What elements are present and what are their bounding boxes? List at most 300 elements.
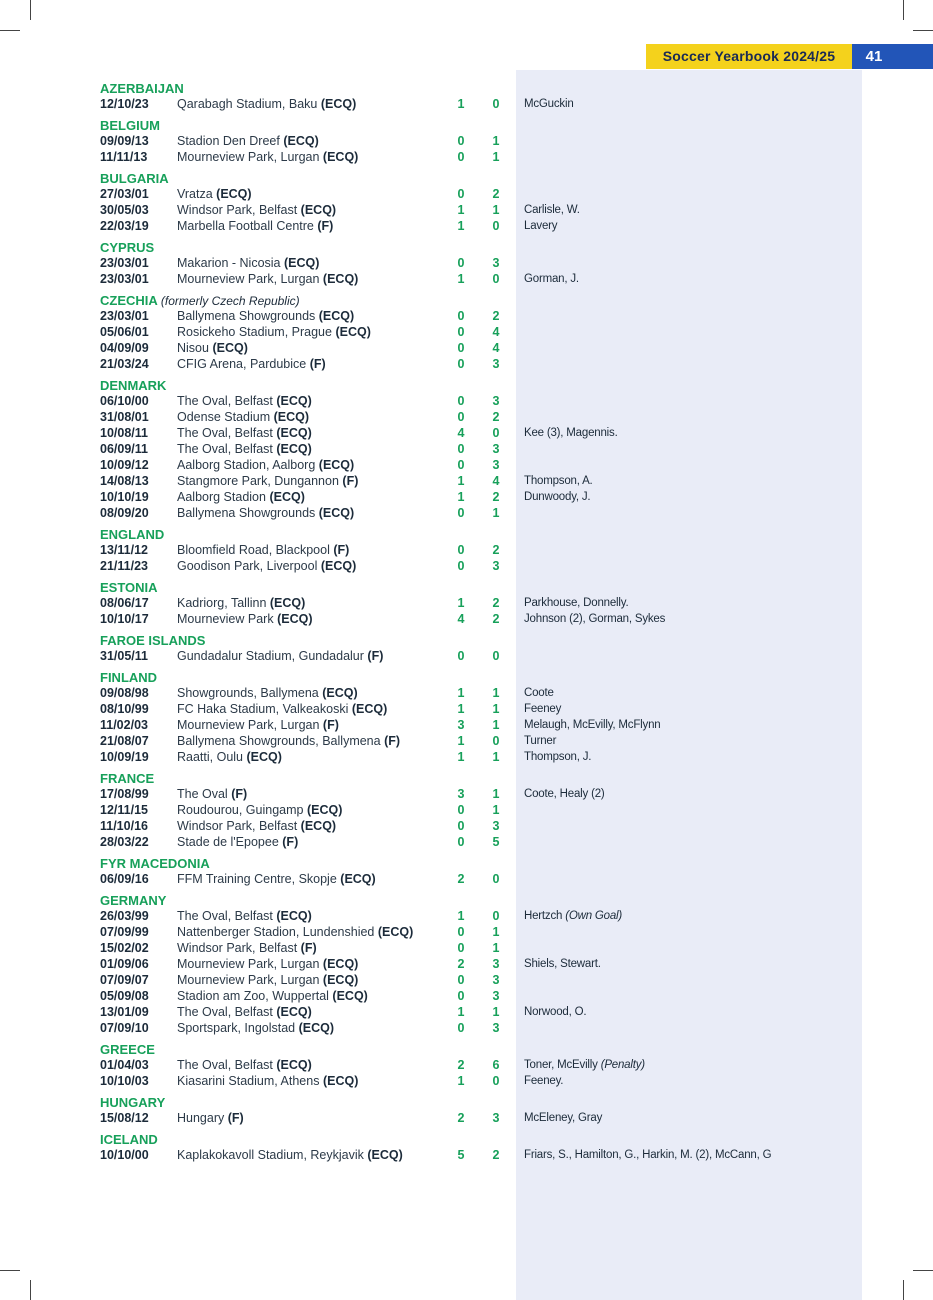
match-date: 22/03/19	[100, 219, 149, 233]
match-date: 31/05/11	[100, 649, 148, 663]
match-venue-cell	[177, 1057, 312, 1073]
goal-scorers-cell	[524, 202, 580, 218]
match-venue-cell	[177, 924, 413, 940]
away-score: 0	[492, 272, 500, 286]
away-score: 2	[492, 490, 500, 504]
match-venue: FFM Training Centre, Skopje	[177, 872, 337, 886]
country-heading	[100, 1133, 860, 1147]
away-score: 0	[492, 734, 500, 748]
country-heading	[100, 528, 860, 542]
away-score: 1	[492, 718, 500, 732]
match-venue: The Oval, Belfast	[177, 1058, 273, 1072]
match-type: (ECQ)	[276, 909, 312, 923]
home-score: 1	[457, 219, 465, 233]
home-score: 0	[457, 410, 465, 424]
match-row	[100, 218, 860, 234]
match-type: (F)	[322, 718, 339, 732]
away-score: 2	[492, 309, 500, 323]
match-type: (ECQ)	[276, 1058, 312, 1072]
country-heading	[100, 772, 860, 786]
home-score: 1	[457, 702, 465, 716]
match-type: (F)	[282, 835, 299, 849]
match-type: (ECQ)	[216, 187, 252, 201]
country-block	[100, 119, 860, 165]
goal-scorers: Norwood, O.	[524, 1006, 587, 1018]
home-score: 1	[457, 596, 465, 610]
match-type: (ECQ)	[322, 272, 359, 286]
match-row	[100, 1073, 860, 1089]
match-venue-cell	[177, 356, 326, 372]
match-date: 01/04/03	[100, 1058, 149, 1072]
country-name: DENMARK	[100, 378, 167, 393]
goal-scorers-cell	[524, 786, 605, 802]
home-score: 0	[457, 309, 465, 323]
match-venue-cell	[177, 1110, 244, 1126]
away-score: 1	[492, 686, 500, 700]
country-heading	[100, 581, 860, 595]
home-score: 0	[457, 941, 465, 955]
country-block	[100, 1133, 860, 1163]
home-score: 0	[457, 357, 465, 371]
match-date: 10/10/03	[100, 1074, 149, 1088]
away-score: 4	[492, 341, 500, 355]
goal-scorers-cell	[524, 218, 557, 234]
home-score: 4	[457, 612, 465, 626]
match-venue: Odense Stadium	[177, 410, 271, 424]
home-score: 0	[457, 506, 465, 520]
page-number: 41	[865, 48, 883, 65]
goal-scorers-note: (Penalty)	[600, 1059, 645, 1071]
country-name: ICELAND	[100, 1132, 158, 1147]
match-date: 23/03/01	[100, 272, 149, 286]
goal-scorers-cell	[524, 595, 628, 611]
match-row	[100, 834, 860, 850]
country-block	[100, 772, 860, 850]
goal-scorers-cell	[524, 749, 591, 765]
crop-mark	[903, 0, 904, 20]
match-date: 08/09/20	[100, 506, 149, 520]
country-heading	[100, 172, 860, 186]
country-block	[100, 1096, 860, 1126]
match-venue: Mourneview Park	[177, 612, 274, 626]
match-row	[100, 202, 860, 218]
match-row	[100, 308, 860, 324]
goal-scorers-cell	[524, 96, 574, 112]
home-score: 0	[457, 394, 465, 408]
home-score: 1	[457, 97, 465, 111]
match-venue: The Oval, Belfast	[177, 909, 273, 923]
match-date: 21/03/24	[100, 357, 149, 371]
country-heading	[100, 241, 860, 255]
match-type: (ECQ)	[340, 872, 376, 886]
match-venue: The Oval, Belfast	[177, 394, 273, 408]
away-score: 5	[492, 835, 500, 849]
match-row	[100, 717, 860, 733]
match-date: 28/03/22	[100, 835, 149, 849]
home-score: 1	[457, 750, 465, 764]
match-venue: Stadion Den Dreef	[177, 134, 280, 148]
home-score: 0	[457, 458, 465, 472]
goal-scorers-cell	[524, 701, 561, 717]
away-score: 3	[492, 973, 500, 987]
match-venue: Windsor Park, Belfast	[177, 941, 298, 955]
match-venue-cell	[177, 1020, 334, 1036]
match-venue-cell	[177, 441, 312, 457]
match-type: (ECQ)	[318, 458, 355, 472]
home-score: 1	[457, 272, 465, 286]
match-venue-cell	[177, 489, 305, 505]
home-score: 1	[457, 474, 465, 488]
country-heading	[100, 634, 860, 648]
goal-scorers: Kee (3), Magennis.	[524, 427, 618, 439]
away-score: 1	[492, 925, 500, 939]
match-type: (ECQ)	[276, 426, 312, 440]
match-row	[100, 1147, 860, 1163]
goal-scorers-cell	[524, 1073, 563, 1089]
away-score: 3	[492, 1111, 500, 1125]
country-block	[100, 241, 860, 287]
match-row	[100, 425, 860, 441]
match-venue-cell	[177, 133, 319, 149]
match-row	[100, 1004, 860, 1020]
match-date: 09/09/13	[100, 134, 149, 148]
country-block	[100, 581, 860, 627]
match-date: 31/08/01	[100, 410, 149, 424]
match-type: (ECQ)	[351, 702, 388, 716]
match-date: 23/03/01	[100, 256, 149, 270]
match-row	[100, 133, 860, 149]
match-date: 07/09/07	[100, 973, 149, 987]
match-venue-cell	[177, 271, 358, 287]
match-venue-cell	[177, 393, 312, 409]
country-heading	[100, 82, 860, 96]
country-heading	[100, 857, 860, 871]
goal-scorers-cell	[524, 1147, 771, 1163]
match-type: (ECQ)	[300, 203, 337, 217]
match-venue: Mourneview Park, Lurgan	[177, 150, 320, 164]
match-type: (ECQ)	[276, 442, 312, 456]
country-heading	[100, 1096, 860, 1110]
goal-scorers: Johnson (2), Gorman, Sykes	[524, 613, 666, 625]
goal-scorers-cell	[524, 685, 554, 701]
goal-scorers: Carlisle, W.	[524, 204, 580, 216]
country-block	[100, 634, 860, 664]
goal-scorers: Friars, S., Hamilton, G., Harkin, M. (2), McCann, G	[524, 1149, 772, 1161]
away-score: 0	[492, 872, 500, 886]
match-row	[100, 956, 860, 972]
match-venue-cell	[177, 648, 383, 664]
country-heading	[100, 671, 860, 685]
goal-scorers-cell	[524, 1057, 645, 1073]
match-venue-cell	[177, 186, 252, 202]
match-row	[100, 340, 860, 356]
match-row	[100, 393, 860, 409]
match-type: (ECQ)	[284, 256, 320, 270]
goal-scorers: Thompson, J.	[524, 751, 592, 763]
match-type: (ECQ)	[269, 596, 306, 610]
away-score: 3	[492, 357, 500, 371]
match-venue-cell	[177, 324, 371, 340]
match-type: (F)	[227, 1111, 244, 1125]
match-venue: Roudourou, Guingamp	[177, 803, 304, 817]
match-type: (ECQ)	[276, 1005, 312, 1019]
country-note: (formerly Czech Republic)	[160, 294, 300, 308]
match-row	[100, 473, 860, 489]
match-type: (ECQ)	[332, 989, 368, 1003]
match-row	[100, 749, 860, 765]
match-venue: Windsor Park, Belfast	[177, 819, 298, 833]
match-venue: Nisou	[177, 341, 209, 355]
home-score: 0	[457, 803, 465, 817]
match-venue-cell	[177, 542, 349, 558]
country-heading	[100, 1043, 860, 1057]
match-venue: The Oval, Belfast	[177, 442, 273, 456]
country-name: FINLAND	[100, 670, 158, 685]
match-date: 13/01/09	[100, 1005, 149, 1019]
match-type: (ECQ)	[269, 490, 305, 504]
match-type: (ECQ)	[322, 957, 359, 971]
goal-scorers: Melaugh, McEvilly, McFlynn	[524, 719, 661, 731]
home-score: 4	[457, 426, 465, 440]
match-venue-cell	[177, 340, 248, 356]
away-score: 2	[492, 543, 500, 557]
home-score: 0	[457, 835, 465, 849]
match-venue-cell	[177, 749, 282, 765]
country-block	[100, 172, 860, 234]
country-name: FAROE ISLANDS	[100, 633, 206, 648]
goal-scorers: Thompson, A.	[524, 475, 593, 487]
match-date: 08/06/17	[100, 596, 149, 610]
match-row	[100, 611, 860, 627]
match-type: (F)	[309, 357, 326, 371]
away-score: 3	[492, 458, 500, 472]
goal-scorers: Coote	[524, 687, 554, 699]
match-venue-cell	[177, 834, 298, 850]
match-row	[100, 733, 860, 749]
away-score: 1	[492, 150, 500, 164]
home-score: 0	[457, 256, 465, 270]
match-venue: The Oval	[177, 787, 228, 801]
match-date: 10/10/19	[100, 490, 149, 504]
match-row	[100, 685, 860, 701]
match-type: (ECQ)	[335, 325, 371, 339]
goal-scorers: McEleney, Gray	[524, 1112, 603, 1124]
match-date: 11/11/13	[100, 150, 148, 164]
match-type: (ECQ)	[322, 1074, 359, 1088]
goal-scorers: Hertzch	[524, 910, 563, 922]
match-venue-cell	[177, 956, 358, 972]
match-type: (F)	[384, 734, 401, 748]
match-date: 10/08/11	[100, 426, 148, 440]
match-type: (F)	[342, 474, 359, 488]
match-type: (ECQ)	[318, 309, 355, 323]
goal-scorers: Lavery	[524, 220, 558, 232]
match-venue-cell	[177, 908, 312, 924]
crop-mark	[913, 30, 933, 31]
match-venue: Windsor Park, Belfast	[177, 203, 298, 217]
match-venue: Aalborg Stadion, Aalborg	[177, 458, 316, 472]
match-row	[100, 988, 860, 1004]
match-venue: Gundadalur Stadium, Gundadalur	[177, 649, 364, 663]
match-venue: FC Haka Stadium, Valkeakoski	[177, 702, 349, 716]
away-score: 6	[492, 1058, 500, 1072]
country-name: ENGLAND	[100, 527, 165, 542]
match-type: (ECQ)	[300, 819, 337, 833]
match-row	[100, 648, 860, 664]
match-venue: Vratza	[177, 187, 213, 201]
home-score: 3	[457, 718, 465, 732]
match-venue-cell	[177, 733, 400, 749]
country-name: GERMANY	[100, 893, 167, 908]
home-score: 0	[457, 543, 465, 557]
away-score: 3	[492, 442, 500, 456]
match-type: (ECQ)	[283, 134, 319, 148]
home-score: 1	[457, 1074, 465, 1088]
match-type: (ECQ)	[367, 1148, 403, 1162]
match-date: 10/09/12	[100, 458, 149, 472]
match-date: 09/08/98	[100, 686, 149, 700]
match-date: 05/09/08	[100, 989, 149, 1003]
away-score: 2	[492, 612, 500, 626]
goal-scorers-cell	[524, 956, 601, 972]
match-type: (ECQ)	[306, 803, 343, 817]
match-venue-cell	[177, 871, 376, 887]
match-date: 06/09/11	[100, 442, 148, 456]
away-score: 1	[492, 203, 500, 217]
country-name: ESTONIA	[100, 580, 158, 595]
match-type: (F)	[367, 649, 384, 663]
home-score: 2	[457, 1058, 465, 1072]
home-score: 1	[457, 734, 465, 748]
away-score: 0	[492, 1074, 500, 1088]
match-venue: Mourneview Park, Lurgan	[177, 718, 320, 732]
match-date: 08/10/99	[100, 702, 149, 716]
country-name: CYPRUS	[100, 240, 155, 255]
match-type: (ECQ)	[322, 973, 359, 987]
home-score: 1	[457, 203, 465, 217]
match-row	[100, 356, 860, 372]
away-score: 0	[492, 649, 500, 663]
match-venue-cell	[177, 308, 354, 324]
match-venue-cell	[177, 1147, 403, 1163]
away-score: 4	[492, 474, 500, 488]
match-venue-cell	[177, 149, 358, 165]
match-date: 30/05/03	[100, 203, 149, 217]
home-score: 1	[457, 686, 465, 700]
match-venue: Kaplakokavoll Stadium, Reykjavik	[177, 1148, 364, 1162]
match-venue-cell	[177, 1004, 312, 1020]
goal-scorers: McGuckin	[524, 98, 574, 110]
match-venue: Makarion - Nicosia	[177, 256, 281, 270]
match-venue-cell	[177, 940, 317, 956]
match-venue: Ballymena Showgrounds	[177, 309, 316, 323]
away-score: 3	[492, 989, 500, 1003]
match-row	[100, 558, 860, 574]
away-score: 0	[492, 97, 500, 111]
goal-scorers: Turner	[524, 735, 557, 747]
country-block	[100, 1043, 860, 1089]
match-row	[100, 701, 860, 717]
match-row	[100, 972, 860, 988]
country-name: FYR MACEDONIA	[100, 856, 210, 871]
match-row	[100, 505, 860, 521]
match-type: (F)	[231, 787, 248, 801]
match-type: (ECQ)	[273, 410, 310, 424]
match-date: 21/11/23	[100, 559, 148, 573]
home-score: 0	[457, 819, 465, 833]
match-type: (ECQ)	[298, 1021, 335, 1035]
country-heading	[100, 294, 860, 308]
match-venue-cell	[177, 255, 319, 271]
match-venue: Aalborg Stadion	[177, 490, 266, 504]
match-venue: Raatti, Oulu	[177, 750, 244, 764]
match-type: (F)	[300, 941, 317, 955]
crop-mark	[0, 30, 20, 31]
home-score: 0	[457, 442, 465, 456]
country-heading	[100, 379, 860, 393]
match-date: 17/08/99	[100, 787, 149, 801]
match-venue-cell	[177, 96, 356, 112]
match-date: 10/10/17	[100, 612, 149, 626]
match-date: 27/03/01	[100, 187, 149, 201]
home-score: 1	[457, 490, 465, 504]
match-venue: CFIG Arena, Pardubice	[177, 357, 307, 371]
match-row	[100, 96, 860, 112]
country-name: GREECE	[100, 1042, 155, 1057]
country-heading	[100, 894, 860, 908]
match-venue: Mourneview Park, Lurgan	[177, 272, 320, 286]
home-score: 0	[457, 150, 465, 164]
away-score: 1	[492, 803, 500, 817]
match-venue-cell	[177, 611, 312, 627]
match-row	[100, 940, 860, 956]
match-venue-cell	[177, 505, 354, 521]
match-venue: Goodison Park, Liverpool	[177, 559, 318, 573]
match-type: (F)	[333, 543, 350, 557]
crop-mark	[0, 1270, 20, 1271]
match-venue: Stadion am Zoo, Wuppertal	[177, 989, 329, 1003]
match-venue-cell	[177, 202, 336, 218]
match-row	[100, 324, 860, 340]
match-venue: Nattenberger Stadion, Lundenshied	[177, 925, 375, 939]
home-score: 2	[457, 872, 465, 886]
match-venue-cell	[177, 685, 358, 701]
match-type: (ECQ)	[320, 97, 357, 111]
match-venue-cell	[177, 988, 368, 1004]
match-venue: Mourneview Park, Lurgan	[177, 973, 320, 987]
match-venue: Kadriorg, Tallinn	[177, 596, 267, 610]
match-type: (ECQ)	[276, 394, 312, 408]
match-venue-cell	[177, 457, 354, 473]
match-date: 11/10/16	[100, 819, 148, 833]
match-venue: Ballymena Showgrounds, Ballymena	[177, 734, 381, 748]
match-date: 14/08/13	[100, 474, 149, 488]
match-venue: Sportspark, Ingolstad	[177, 1021, 296, 1035]
away-score: 4	[492, 325, 500, 339]
match-row	[100, 441, 860, 457]
goal-scorers-cell	[524, 908, 622, 924]
country-name: BELGIUM	[100, 118, 160, 133]
match-venue: Kiasarini Stadium, Athens	[177, 1074, 320, 1088]
match-row	[100, 1110, 860, 1126]
away-score: 2	[492, 596, 500, 610]
match-date: 07/09/99	[100, 925, 149, 939]
away-score: 2	[492, 410, 500, 424]
match-date: 05/06/01	[100, 325, 149, 339]
goal-scorers-cell	[524, 489, 590, 505]
match-row	[100, 409, 860, 425]
match-venue: Showgrounds, Ballymena	[177, 686, 319, 700]
